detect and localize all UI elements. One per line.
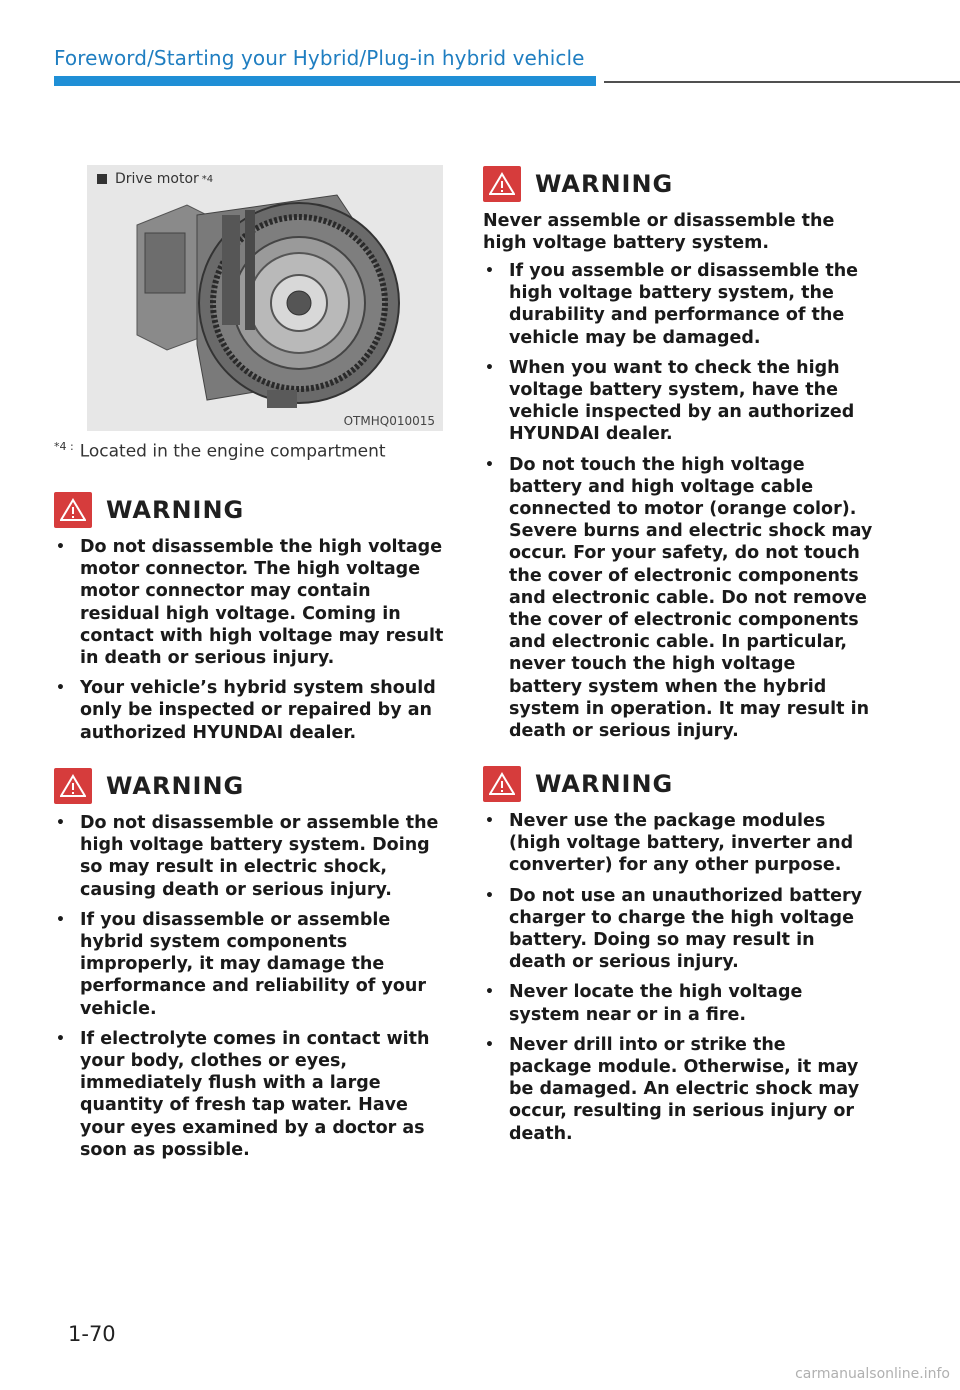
warning-block-2 [54, 766, 444, 1169]
warning-item: • Do not disassemble or assemble the high voltage battery system. Doing so may result in electric shock, causing death or serious injury. [54, 812, 444, 901]
warning-block-3 [483, 164, 873, 750]
warning-header [483, 764, 873, 804]
drive-motor-illustration-icon [127, 185, 407, 415]
figure-caption-text: Drive motor [115, 171, 199, 187]
warning-lead: Never assemble or disassemble the high voltage battery system. [483, 211, 835, 253]
warning-header [54, 490, 444, 530]
running-header: Foreword/Starting your Hybrid/Plug-in hybrid vehicle [54, 46, 585, 70]
page-number: 1-70 [68, 1322, 116, 1346]
figure-caption-sup: *4 [201, 173, 214, 185]
warning-item: • If you assemble or disassemble the high voltage battery system, the durability and performance of the vehicle may be damaged. [483, 260, 873, 349]
warning-block-1 [54, 490, 444, 752]
footnote-text: Located in the engine compartment [79, 441, 386, 462]
warning-header [54, 766, 444, 806]
warning-list [54, 812, 444, 1161]
caption-square-icon [97, 174, 107, 184]
warning-item: • Never locate the high voltage system near or in a fire. [483, 981, 873, 1025]
warning-list [54, 536, 444, 744]
warning-item: • If you disassemble or assemble hybrid system components improperly, it may damage the performance and reliability of your vehicle. [54, 909, 444, 1020]
header-rule-accent [54, 76, 596, 86]
warning-title: WARNING [106, 496, 245, 524]
warning-triangle-icon [483, 766, 521, 802]
footnote [54, 440, 386, 462]
footnote-mark: *4 : [54, 440, 74, 453]
warning-item: • If electrolyte comes in contact with your body, clothes or eyes, immediately flush with a large quantity of fresh tap water. Have your eyes examined by a doctor as soon as possible. [54, 1028, 444, 1161]
figure-code: OTMHQ010015 [343, 414, 435, 428]
header-rule-thin [604, 81, 960, 83]
warning-item: • Never use the package modules (high voltage battery, inverter and converter) for any other purpose. [483, 810, 873, 877]
warning-block-4 [483, 764, 873, 1153]
drive-motor-figure [87, 165, 443, 431]
warning-list [483, 810, 873, 1145]
watermark: carmanualsonline.info [795, 1366, 950, 1382]
warning-item: • Never drill into or strike the package module. Otherwise, it may be damaged. An electric shock may occur, resulting in serious injury or death. [483, 1034, 873, 1145]
warning-header [483, 164, 873, 204]
warning-title: WARNING [535, 770, 674, 798]
warning-item: • When you want to check the high voltage battery system, have the vehicle inspected by an authorized HYUNDAI dealer. [483, 357, 873, 446]
warning-triangle-icon [54, 768, 92, 804]
warning-item: • Do not disassemble the high voltage motor connector. The high voltage motor connector may contain residual high voltage. Coming in contact with high voltage may result in death or serious injury. [54, 536, 444, 669]
warning-title: WARNING [106, 772, 245, 800]
warning-list [483, 260, 873, 742]
warning-triangle-icon [54, 492, 92, 528]
warning-triangle-icon [483, 166, 521, 202]
warning-item: • Do not touch the high voltage battery and high voltage cable connected to motor (orange color). Severe burns and electric shock may occur. For your safety, do not touch the cover of electronic components and electronic cable. Do not remove the cover of electronic components and electronic cable. In particular, never touch the high voltage battery system when the hybrid system in operation. It may result in death or serious injury. [483, 454, 873, 743]
warning-title: WARNING [535, 170, 674, 198]
warning-item: • Do not use an unauthorized battery charger to charge the high voltage battery. Doing so may result in death or serious injury. [483, 885, 873, 974]
warning-item: • Your vehicle’s hybrid system should only be inspected or repaired by an authorized HYUNDAI dealer. [54, 677, 444, 744]
